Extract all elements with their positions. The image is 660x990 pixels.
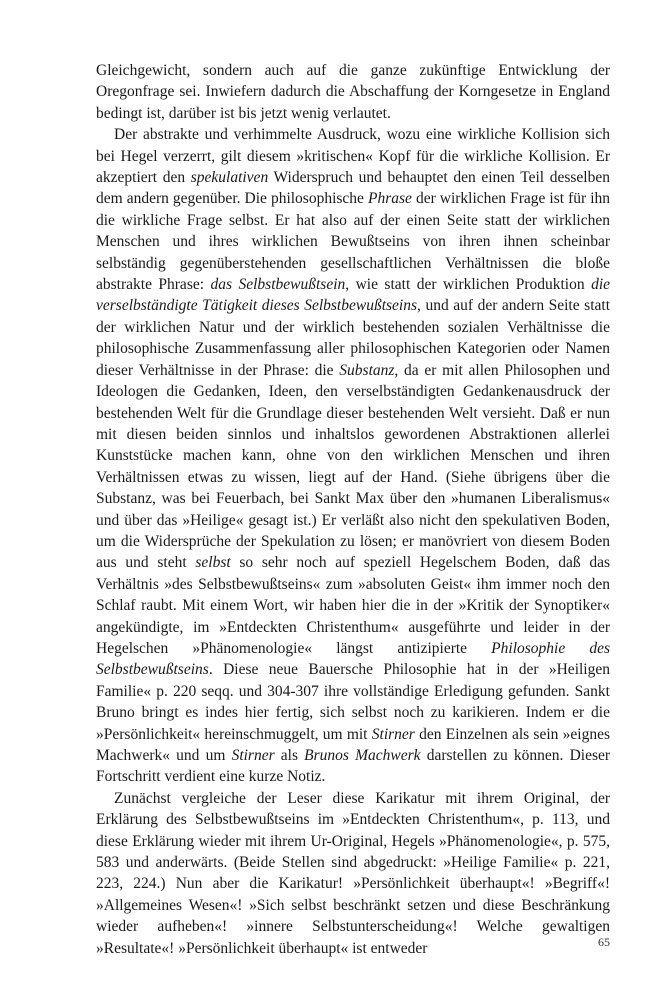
emphasized-text: spekulativen bbox=[190, 169, 269, 187]
text-run: , wie statt der wirklichen Produktion bbox=[345, 276, 592, 294]
text-run: der wirklichen Frage ist für ihn die wirkliche Frage selbst. Er hat also auf der einen Seite statt der wirklichen Menschen und ihres wirklichen Bewußtseins von ihren ihnen scheinbar selbständig gegenüberstehenden gesellschaftlichen Verhältnissen die bloße abstrakte Phrase: bbox=[96, 190, 611, 294]
text-run: Widerspruch und behauptet den einen Teil desselben dem andern gegenüber. Die philosophische bbox=[96, 169, 610, 208]
text-run: so sehr noch auf speziell Hegelschem Boden, daß das Verhältnis »des Selbstbewußtseins« zum »absoluten Geist« ihm immer noch den Schlaf raubt. Mit einem Wort, wir haben hier die in der »Kritik der Synoptiker« angekündigte, im »Entdeckten Christenthum« ausgeführte und leider in der Hegelschen »Phänomenologie« längst antizipierte bbox=[96, 554, 611, 657]
text-run: , und auf der andern Seite statt der wirklichen Natur und der wirklich bestehenden sozialen Verhältnisse die philosophische Zusammenfassung aller philosophischen Kategorien oder Namen dieser Verhältnisse in der Phrase: die bbox=[96, 297, 610, 379]
text-run: den Einzelnen als sein »eignes Machwerk« und um bbox=[96, 725, 611, 764]
emphasized-text: Brunos Machwerk bbox=[304, 747, 421, 764]
emphasized-text: Substanz bbox=[339, 361, 395, 379]
text-run: Zunächst vergleiche der Leser diese Karikatur mit ihrem Original, der Erklärung des Selbstbewußtseins im »Entdeckten Christenthum«, p. 113, und diese Erklärung wieder mit ihrem Ur-Original, Hegels »Phänomenologie«, p. 575, 583 und anderwärts. (Beide Stellen sind abgedruckt: »Heilige Familie« p. 221, 223, 224.) Nun aber die Karikatur! »Persönlichkeit überhaupt«! »Begriff«! »Allgemeines Wesen«! »Sich selbst beschränkt setzen und diese Beschränkung wieder aufheben«! »innere Selbstunterscheidung«! Welche gewaltigen »Resultate«! »Persönlichkeit überhaupt« ist entweder bbox=[96, 789, 610, 957]
emphasized-text: Stirner bbox=[371, 725, 415, 743]
page-number: 65 bbox=[598, 935, 610, 949]
paragraph bbox=[96, 60, 610, 124]
text-run: darstellen zu können. Dieser Fortschritt verdient eine kurze Notiz. bbox=[96, 747, 611, 786]
emphasized-text: Phrase bbox=[367, 190, 412, 208]
emphasized-text: das Selbstbewußtsein bbox=[210, 276, 346, 294]
emphasized-text: Stirner bbox=[231, 747, 275, 764]
emphasized-text: selbst bbox=[195, 554, 231, 572]
paragraph bbox=[96, 788, 610, 959]
text-run: Gleichgewicht, sondern auch auf die ganze zukünftige Entwicklung der Oregonfrage sei. Inwiefern dadurch die Abschaffung der Korngesetze in England bedingt ist, darüber ist bis jetzt wenig verlautet. bbox=[96, 62, 610, 122]
paragraph bbox=[96, 124, 610, 788]
text-run: Der abstrakte und verhimmelte Ausdruck, wozu eine wirkliche Kollision sich bei Hegel verzerrt, gilt diesem »kritischen« Kopf für die wirkliche Kollision. Er akzeptiert den bbox=[96, 126, 610, 187]
emphasized-text: Philosophie des Selbstbewußtseins bbox=[96, 639, 610, 679]
emphasized-text: die verselbständigte Tätigkeit dieses Selbstbewußtseins bbox=[96, 276, 610, 315]
text-run: , da er mit allen Philosophen und Ideologen die Gedanken, Ideen, den verselbständigten Gedankenausdruck der bestehenden Welt für die Grundlage dieser bestehenden Welt versieht. Daß er nun mit diesen beiden sinnlos und inhaltslos gewordenen Abstraktionen allerlei Kunststücke machen kann, ohne von den wirklichen Menschen und ihren Verhältnissen etwas zu wissen, liegt auf der Hand. (Siehe übrigens über die Substanz, was bei Feuerbach, bei Sankt Max über den »humanen Liberalismus« und über das »Heilige« gesagt ist.) Er verläßt also nicht den spekulativen Boden, um die Widersprüche der Spekulation zu lösen; er manövriert von diesem Boden aus und steht bbox=[96, 361, 611, 572]
body-text bbox=[96, 60, 610, 959]
text-run: . Diese neue Bauersche Philosophie hat in der »Heiligen Familie« p. 220 seqq. und 304-307 ihre vollständige Erledigung gefunden. Sankt Bruno bringt es indes hier fertig, sich selbst noch zu karikieren. Indem er die »Persönlichkeit« hereinschmuggelt, um mit bbox=[96, 661, 610, 743]
text-run: als bbox=[274, 747, 305, 764]
